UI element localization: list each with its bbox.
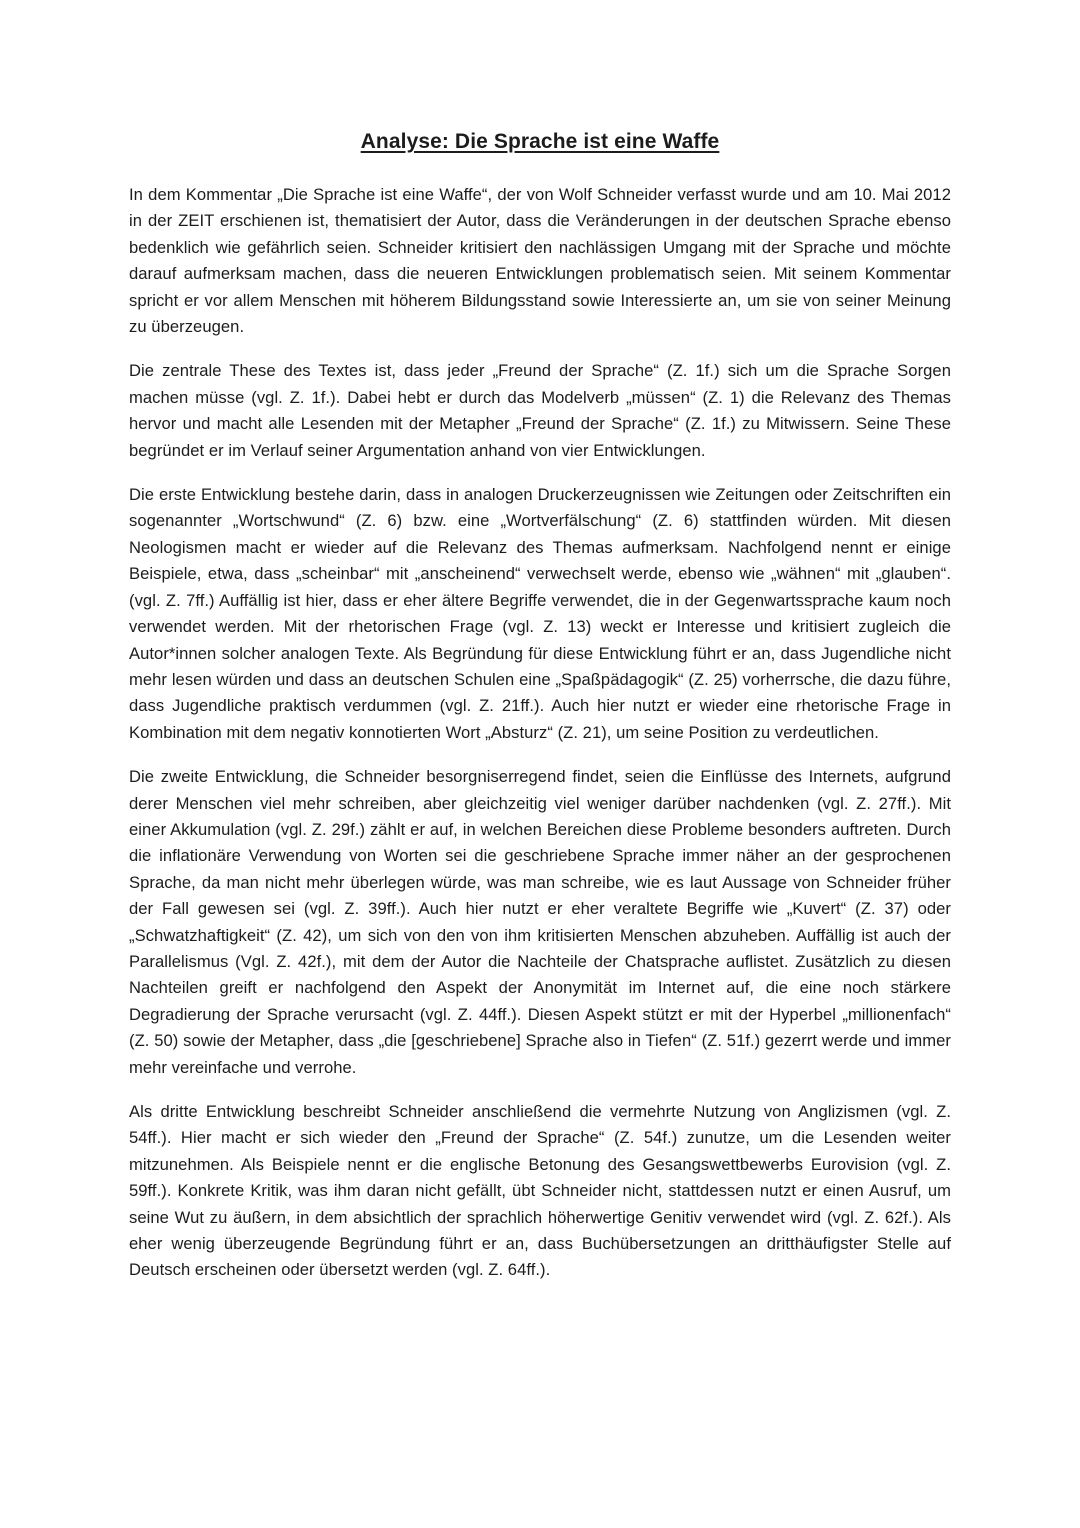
paragraph-central-thesis: Die zentrale These des Textes ist, dass jeder „Freund der Sprache“ (Z. 1f.) sich um die Sprache Sorgen machen müsse (vgl. Z. 1f.). Dabei hebt er durch das Modelverb „müssen“ (Z. 1) die Relevanz des Themas hervor und macht alle Lesenden mit der Metapher „Freund der Sprache“ (Z. 1f.) zu Mitwissern. Seine These begründet er im Verlauf seiner Argumentation anhand von vier Entwicklungen. xyxy=(129,361,951,460)
paragraph-second-development: Die zweite Entwicklung, die Schneider besorgniserregend findet, seien die Einflüsse des Internets, aufgrund derer Menschen viel mehr schreiben, aber gleichzeitig viel weniger darüber nachdenken (vgl. Z. 27ff.). Mit einer Akkumulation (vgl. Z. 29f.) zählt er auf, in welchen Bereichen diese Probleme besonders auftreten. Durch die inflationäre Verwendung von Worten sei die geschriebene Sprache immer näher an der gesprochenen Sprache, da man nicht mehr überlegen würde, was man schreibe, wie es laut Aussage von Schneider früher der Fall gewesen sei (vgl. Z. 39ff.). Auch hier nutzt er eher veraltete Begriffe wie „Kuvert“ (Z. 37) oder „Schwatzhaftigkeit“ (Z. 42), um sich von den von ihm kritisierten Menschen abzuheben. Auffällig ist auch der Parallelismus (Vgl. Z. 42f.), mit dem der Autor die Nachteile der Chatsprache auflistet. Zusätzlich zu diesen Nachteilen greift er nachfolgend den Aspekt der Anonymität im Internet auf, die eine noch stärkere Degradierung der Sprache verursacht (vgl. Z. 44ff.). Diesen Aspekt stützt er mit der Hyperbel „millionenfach“ (Z. 50) sowie der Metapher, dass „die [geschriebene] Sprache also in Tiefen“ (Z. 51f.) gezerrt werde und immer mehr vereinfache und verrohe. xyxy=(129,767,951,1077)
paragraph-third-development: Als dritte Entwicklung beschreibt Schneider anschließend die vermehrte Nutzung von Anglizismen (vgl. Z. 54ff.). Hier macht er sich wieder den „Freund der Sprache“ (Z. 54f.) zunutze, um die Lesenden weiter mitzunehmen. Als Beispiele nennt er die englische Betonung des Gesangswettbewerbs Eurovision (vgl. Z. 59ff.). Konkrete Kritik, was ihm daran nicht gefällt, übt Schneider nicht, stattdessen nutzt er einen Ausruf, um seine Wut zu äußern, in dem absichtlich der sprachlich höherwertige Genitiv verwendet wird (vgl. Z. 62f.). Als eher wenig überzeugende Begründung führt er an, dass Buchübersetzungen an dritthäufigster Stelle auf Deutsch erscheinen oder übersetzt werden (vgl. Z. 64ff.). xyxy=(129,1102,951,1280)
paragraph-introduction: In dem Kommentar „Die Sprache ist eine Waffe“, der von Wolf Schneider verfasst wurde und am 10. Mai 2012 in der ZEIT erschienen ist, thematisiert der Autor, dass die Veränderungen in der deutschen Sprache ebenso bedenklich wie gefährlich seien. Schneider kritisiert den nachlässigen Umgang mit der Sprache und möchte darauf aufmerksam machen, dass die neueren Entwicklungen problematisch seien. Mit seinem Kommentar spricht er vor allem Menschen mit höherem Bildungsstand sowie Interessierte an, um sie von seiner Meinung zu überzeugen. xyxy=(129,185,951,337)
document-title: Analyse: Die Sprache ist eine Waffe xyxy=(360,130,720,153)
paragraph-first-development: Die erste Entwicklung bestehe darin, dass in analogen Druckerzeugnissen wie Zeitungen oder Zeitschriften ein sogenannter „Wortschwund“ (Z. 6) bzw. eine „Wortverfälschung“ (Z. 6) stattfinden würden. Mit diesen Neologismen macht er wieder auf die Relevanz des Themas aufmerksam. Nachfolgend nennt er einige Beispiele, etwa, dass „scheinbar“ mit „anscheinend“ verwechselt werde, ebenso wie „wähnen“ mit „glauben“. (vgl. Z. 7ff.) Auffällig ist hier, dass er eher ältere Begriffe verwendet, die in der Gegenwartssprache kaum noch verwendet werden. Mit der rhetorischen Frage (vgl. Z. 13) weckt er Interesse und kritisiert zugleich die Autor*innen solcher analogen Texte. Als Begründung für diese Entwicklung führt er an, dass Jugendliche nicht mehr lesen würden und dass an deutschen Schulen eine „Spaßpädagogik“ (Z. 25) vorherrsche, die dazu führe, dass Jugendliche praktisch verdummen (vgl. Z. 21ff.). Auch hier nutzt er wieder eine rhetorische Frage in Kombination mit dem negativ konnotierten Wort „Absturz“ (Z. 21), um seine Position zu verdeutlichen. xyxy=(129,485,951,742)
document-body xyxy=(129,126,951,1302)
